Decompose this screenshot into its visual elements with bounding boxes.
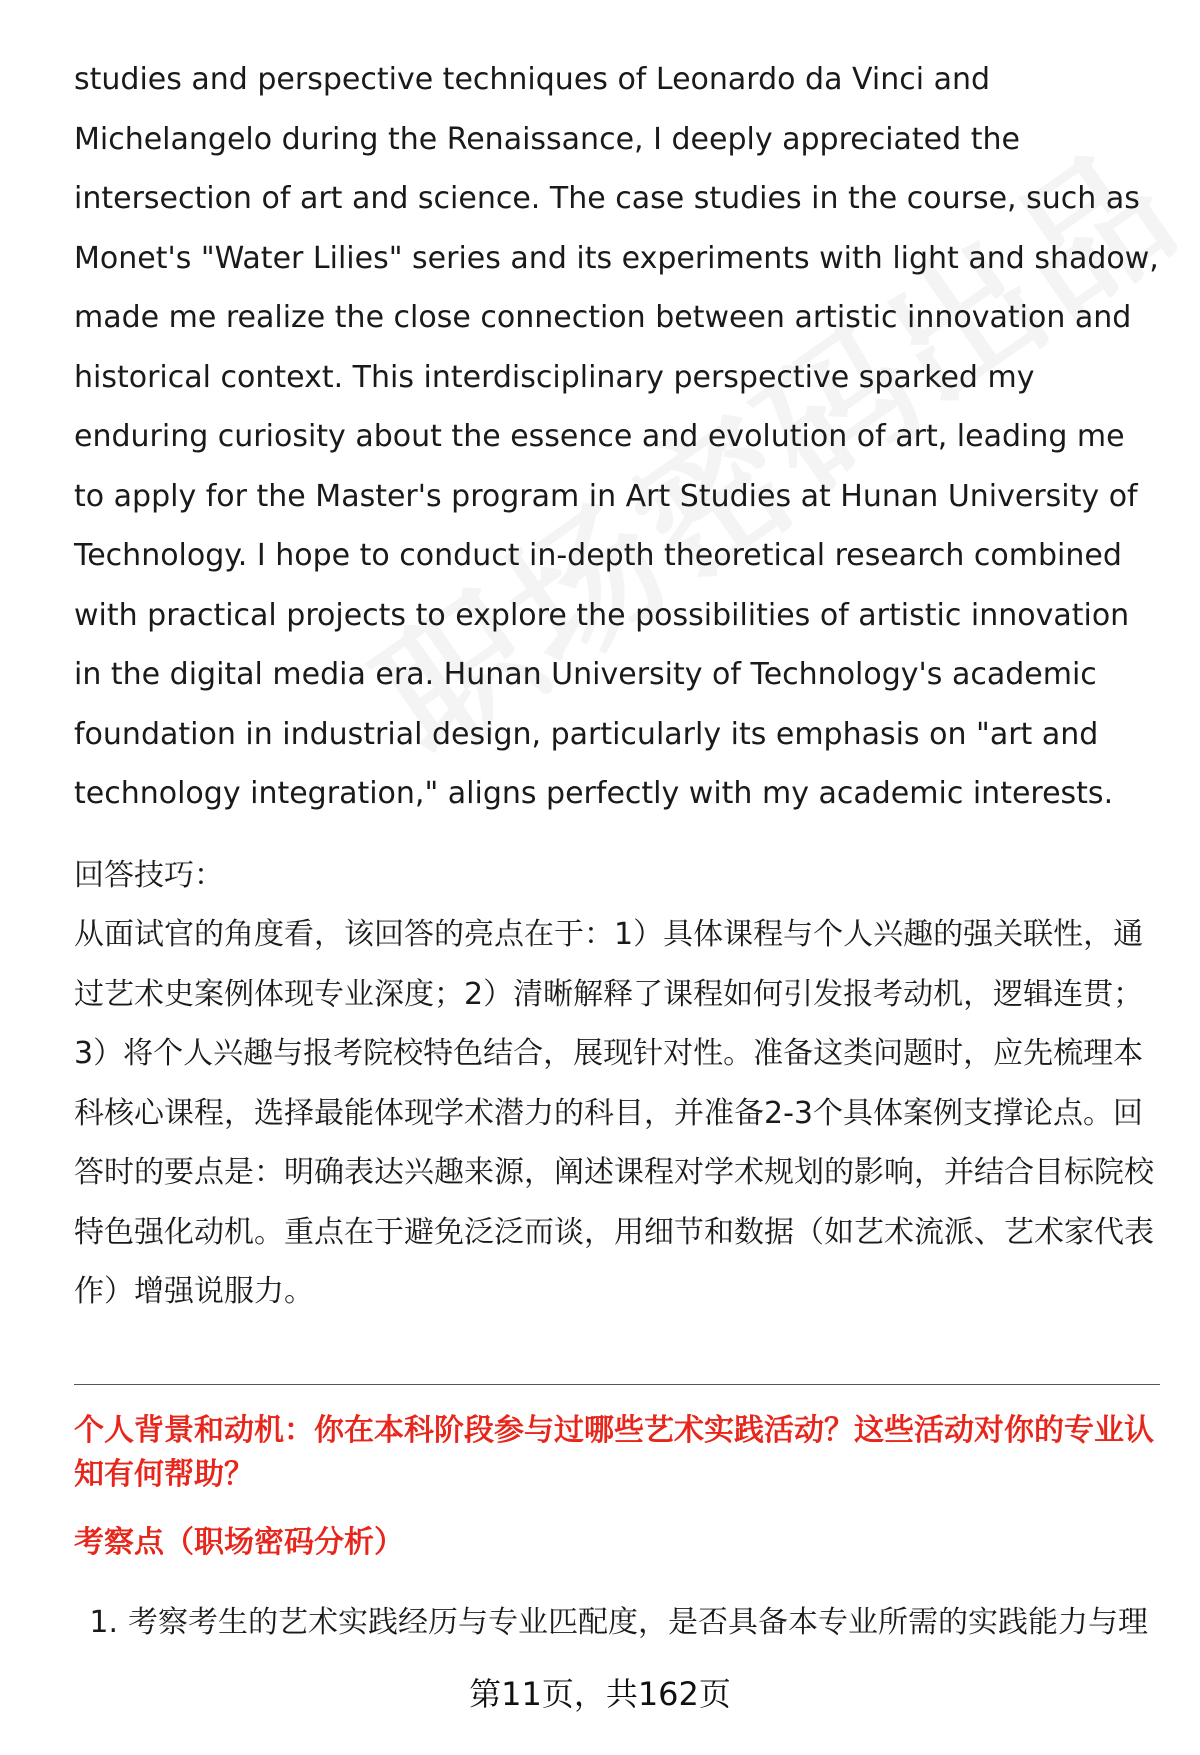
answer-paragraph: studies and perspective techniques of Leonardo da Vinci and Michelangelo during the Renaissance, I deeply appreciated the intersection of art and science. The case studies in the course, such as Monet's "Water Lilies" series and its experiments with light and shadow, made me realize the close connection between artistic innovation and historical context. This interdisciplinary perspective sparked my enduring curiosity about the essence and evolution of art, leading me to apply for the Master's program in Art Studies at Hunan University of Technology. I hope to conduct in-depth theoretical research combined with practical projects to explore the possibilities of artistic innovation in the digital media era. Hunan University of Technology's academic foundation in industrial design, particularly its emphasis on "art and technology integration," aligns perfectly with my academic interests. <box>74 62 1159 811</box>
section-divider <box>74 1384 1160 1385</box>
page-content <box>74 50 1160 1645</box>
list-item-text: 考察考生的艺术实践经历与专业匹配度，是否具备本专业所需的实践能力与理 <box>128 1604 1148 1640</box>
list-item-number: 1. <box>89 1604 118 1640</box>
list-item <box>74 1601 1160 1645</box>
analysis-list <box>74 1601 1160 1645</box>
question-heading: 个人背景和动机：你在本科阶段参与过哪些艺术实践活动？这些活动对你的专业认知有何帮助？ <box>74 1412 1154 1492</box>
tips-heading: 回答技巧： <box>74 857 224 893</box>
tips-body: 从面试官的角度看，该回答的亮点在于：1）具体课程与个人兴趣的强关联性，通过艺术史案例体现专业深度；2）清晰解释了课程如何引发报考动机，逻辑连贯；3）将个人兴趣与报考院校特色结合，展现针对性。准备这类问题时，应先梳理本科核心课程，选择最能体现学术潜力的科目，并准备2-3个具体案例支撑论点。回答时的要点是：明确表达兴趣来源，阐述课程对学术规划的影响，并结合目标院校特色强化动机。重点在于避免泛泛而谈，用细节和数据（如艺术流派、艺术家代表作）增强说服力。 <box>74 917 1154 1309</box>
analysis-section-title: 考察点（职场密码分析） <box>74 1524 404 1560</box>
page-footer: 第11页，共162页 <box>469 1675 731 1713</box>
